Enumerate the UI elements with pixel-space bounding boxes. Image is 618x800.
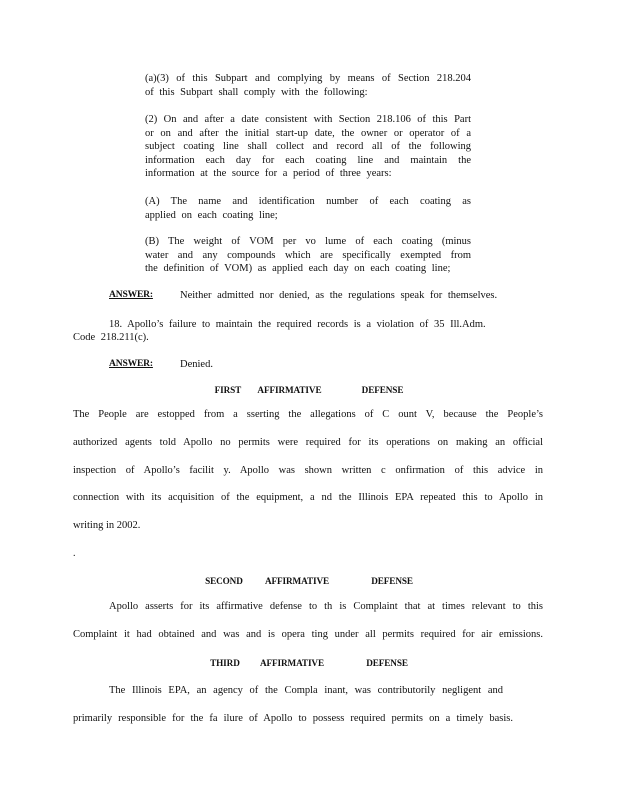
body-line: Apollo asserts for its affirmative defense to th is Complaint that at times relevant to this xyxy=(109,601,543,612)
quote-paragraph-3 xyxy=(145,195,471,222)
paragraph-18-line: Code 218.211(c). xyxy=(73,332,149,343)
quote-line: information each day for each coating line and maintain the xyxy=(145,154,471,166)
body-line: connection with its acquisition of the equipment, a nd the Illinois EPA repeated this to Apollo in xyxy=(73,492,543,504)
body-line: writing in 2002. xyxy=(73,520,141,532)
paragraph-18-line: 18. Apollo’s failure to maintain the required records is a violation of 35 Ill.Adm. xyxy=(109,319,486,330)
body-line: The Illinois EPA, an agency of the Compla inant, was contributorily negligent and xyxy=(109,685,503,696)
section-heading xyxy=(0,576,618,586)
heading-word: FIRST xyxy=(214,385,242,395)
body-line: inspection of Apollo’s facilit y. Apollo was shown written c onfirmation of this advice in xyxy=(73,464,543,476)
heading-word: DEFENSE xyxy=(366,658,408,668)
quote-line: or on and after the initial start-up date, the owner or operator of a xyxy=(145,127,471,139)
answer-label: ANSWER: xyxy=(109,289,153,300)
quote-line: (A) The name and identification number of each coating as xyxy=(145,196,471,207)
heading-word: AFFIRMATIVE xyxy=(259,658,324,668)
answer-text: Neither admitted nor denied, as the regulations speak for themselves. xyxy=(180,290,498,301)
body-line: primarily responsible for the fa ilure of Apollo to possess required permits on a timely basis. xyxy=(73,712,513,724)
quote-line: of this Subpart shall comply with the following: xyxy=(145,86,368,98)
section-heading xyxy=(0,385,618,395)
quote-line: information at the source for a period of three years: xyxy=(145,168,392,180)
heading-word: DEFENSE xyxy=(361,385,404,395)
body-line: Complaint it had obtained and was and is opera ting under all permits required for air emissions. xyxy=(73,628,543,640)
stray-mark: . xyxy=(73,548,76,559)
quote-paragraph-1 xyxy=(145,72,471,99)
heading-word: SECOND xyxy=(205,576,243,586)
quote-line: applied on each coating line; xyxy=(145,209,278,221)
quote-line: subject coating line shall collect and record all of the following xyxy=(145,141,471,153)
answer-text: Denied. xyxy=(180,359,213,370)
quote-line: (a)(3) of this Subpart and complying by means of Section 218.204 xyxy=(145,73,471,84)
heading-word: THIRD xyxy=(210,658,240,668)
third-defense-paragraph xyxy=(73,677,543,733)
quote-line: (B) The weight of VOM per vo lume of each coating (minus xyxy=(145,236,471,247)
quote-line: water and any compounds which are specifically exempted from xyxy=(145,249,471,261)
quote-paragraph-2 xyxy=(145,113,471,181)
body-line: The People are estopped from a sserting the allegations of C ount V, because the People’s xyxy=(73,409,543,420)
quote-line: (2) On and after a date consistent with Section 218.106 of this Part xyxy=(145,114,471,125)
body-line: authorized agents told Apollo no permits were required for its operations on making an official xyxy=(73,436,543,448)
quote-paragraph-4 xyxy=(145,235,471,276)
quote-line: the definition of VOM) as applied each day on each coating line; xyxy=(145,263,451,275)
first-defense-paragraph xyxy=(73,401,543,540)
answer-label: ANSWER: xyxy=(109,358,153,369)
heading-word: AFFIRMATIVE xyxy=(264,576,330,586)
heading-word: DEFENSE xyxy=(371,576,413,586)
heading-word: AFFIRMATIVE xyxy=(257,385,322,395)
section-heading xyxy=(0,658,618,668)
second-defense-paragraph xyxy=(73,593,543,649)
